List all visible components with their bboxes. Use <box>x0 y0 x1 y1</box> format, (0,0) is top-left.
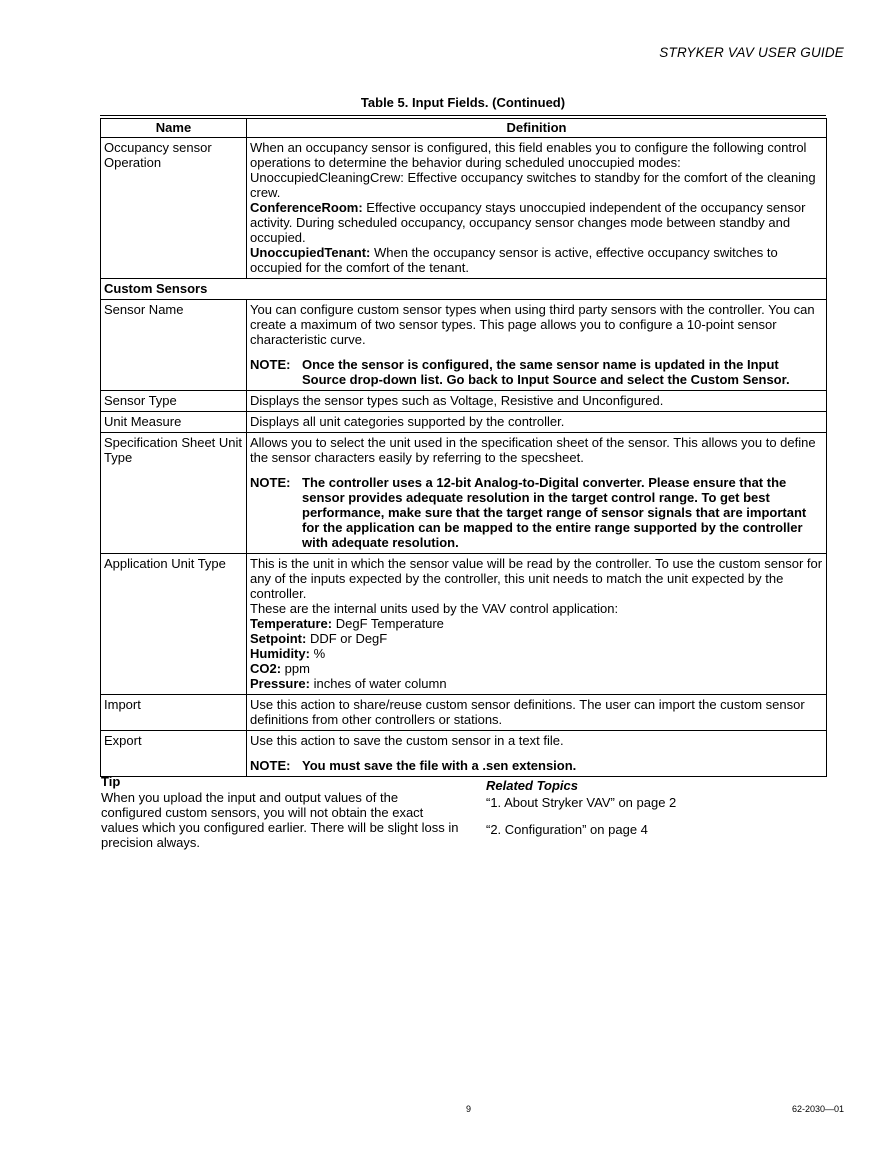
document-number: 62-2030—01 <box>791 1104 844 1114</box>
unit-item <box>250 661 823 676</box>
column-header-name: Name <box>101 119 247 138</box>
unit-item <box>250 616 823 631</box>
note <box>250 758 823 773</box>
definition-text <box>250 245 823 275</box>
unit-value: DDF or DegF <box>306 631 388 646</box>
field-name: Sensor Name <box>101 300 247 391</box>
related-topic-link[interactable]: “2. Configuration” on page 4 <box>486 822 648 837</box>
section-row-custom-sensors <box>101 279 827 300</box>
note-text: Once the sensor is configured, the same sensor name is updated in the Input Source drop-down list. Go back to Input Source and select the Custom Sensor. <box>302 357 790 387</box>
term-description: When the occupancy sensor is active, effective occupancy switches to occupied for the comfort of the tenant. <box>250 245 778 275</box>
input-fields-table-wrapper <box>100 115 826 777</box>
table-row <box>101 412 827 433</box>
field-definition <box>247 433 827 554</box>
table-row <box>101 731 827 777</box>
term-description: Effective occupancy stays unoccupied independent of the occupancy sensor activity. During scheduled occupancy, occupancy sensor changes mode between standby and occupied. <box>250 200 806 245</box>
definition-text: When an occupancy sensor is configured, this field enables you to configure the following control operations to determine the behavior during scheduled unoccupied modes: <box>250 140 807 170</box>
input-fields-table <box>100 118 827 777</box>
table-row <box>101 554 827 695</box>
term-label: ConferenceRoom: <box>250 200 363 215</box>
note-text: You must save the file with a .sen extension. <box>302 758 577 773</box>
unit-term: Setpoint: <box>250 631 307 646</box>
field-definition <box>247 731 827 777</box>
page-number: 9 <box>466 1104 472 1114</box>
table-row <box>101 138 827 279</box>
field-name: Unit Measure <box>101 412 247 433</box>
table-row <box>101 695 827 731</box>
tip-body: When you upload the input and output values of the configured custom sensors, you will not obtain the exact values which you configured earlier. There will be slight loss in precision always. <box>101 790 459 850</box>
unit-value: ppm <box>281 661 310 676</box>
field-definition: Use this action to share/reuse custom sensor definitions. The user can import the custom sensor definitions from other controllers or stations. <box>247 695 827 731</box>
note-label: NOTE: <box>250 758 291 773</box>
unit-item <box>250 631 823 646</box>
field-name: Export <box>101 731 247 777</box>
note-label: NOTE: <box>250 475 291 490</box>
field-definition: Displays the sensor types such as Voltage, Resistive and Unconfigured. <box>247 391 827 412</box>
field-definition <box>247 138 827 279</box>
field-name: Application Unit Type <box>101 554 247 695</box>
note-label: NOTE: <box>250 357 291 372</box>
note <box>250 357 823 387</box>
unit-value: DegF Temperature <box>332 616 444 631</box>
unit-term: Humidity: <box>250 646 310 661</box>
definition-text: These are the internal units used by the VAV control application: <box>250 601 619 616</box>
definition-text: You can configure custom sensor types when using third party sensors with the controller. You can create a maximum of two sensor types. This page allows you to configure a 10-point sensor characteristic curve. <box>250 302 815 347</box>
table-row <box>101 433 827 554</box>
definition-text <box>250 200 823 245</box>
table-header-row <box>101 119 827 138</box>
definition-text: Allows you to select the unit used in the specification sheet of the sensor. This allows you to define the sensor characters easily by referring to the specsheet. <box>250 435 816 465</box>
field-definition <box>247 300 827 391</box>
unit-item <box>250 676 823 691</box>
definition-text: This is the unit in which the sensor value will be read by the controller. To use the custom sensor for any of the inputs expected by the controller, this unit needs to match the unit expected by the controller. <box>250 556 823 601</box>
definition-text: UnoccupiedCleaningCrew: Effective occupancy switches to standby for the comfort of the cleaning crew. <box>250 170 816 200</box>
definition-text: Use this action to save the custom sensor in a text file. <box>250 733 564 748</box>
related-topics-list <box>486 795 676 849</box>
table-row <box>101 391 827 412</box>
unit-value: inches of water column <box>309 676 447 691</box>
unit-value: % <box>309 646 326 661</box>
unit-term: Temperature: <box>250 616 333 631</box>
running-header: STRYKER VAV USER GUIDE <box>659 45 844 60</box>
table-row <box>101 300 827 391</box>
field-name: Import <box>101 695 247 731</box>
note-text: The controller uses a 12-bit Analog-to-Digital converter. Please ensure that the sensor provides adequate resolution in the target control range. To get best performance, make sure that the target range of sensor signals that are important for the application can be mapped to the entire range supported by the controller with adequate resolution. <box>302 475 807 550</box>
table-caption: Table 5. Input Fields. (Continued) <box>360 95 566 110</box>
field-definition: Displays all unit categories supported by the controller. <box>247 412 827 433</box>
unit-term: Pressure: <box>250 676 310 691</box>
section-title: Custom Sensors <box>101 279 827 300</box>
tip-heading: Tip <box>101 774 121 789</box>
related-topics-heading: Related Topics <box>486 778 578 793</box>
column-header-definition: Definition <box>247 119 827 138</box>
field-name: Occupancy sensor Operation <box>101 138 247 279</box>
field-definition <box>247 554 827 695</box>
related-topic-link[interactable]: “1. About Stryker VAV” on page 2 <box>486 795 677 810</box>
note <box>250 475 823 550</box>
unit-item <box>250 646 823 661</box>
unit-term: CO2: <box>250 661 282 676</box>
field-name: Specification Sheet Unit Type <box>101 433 247 554</box>
term-label: UnoccupiedTenant: <box>250 245 371 260</box>
field-name: Sensor Type <box>101 391 247 412</box>
